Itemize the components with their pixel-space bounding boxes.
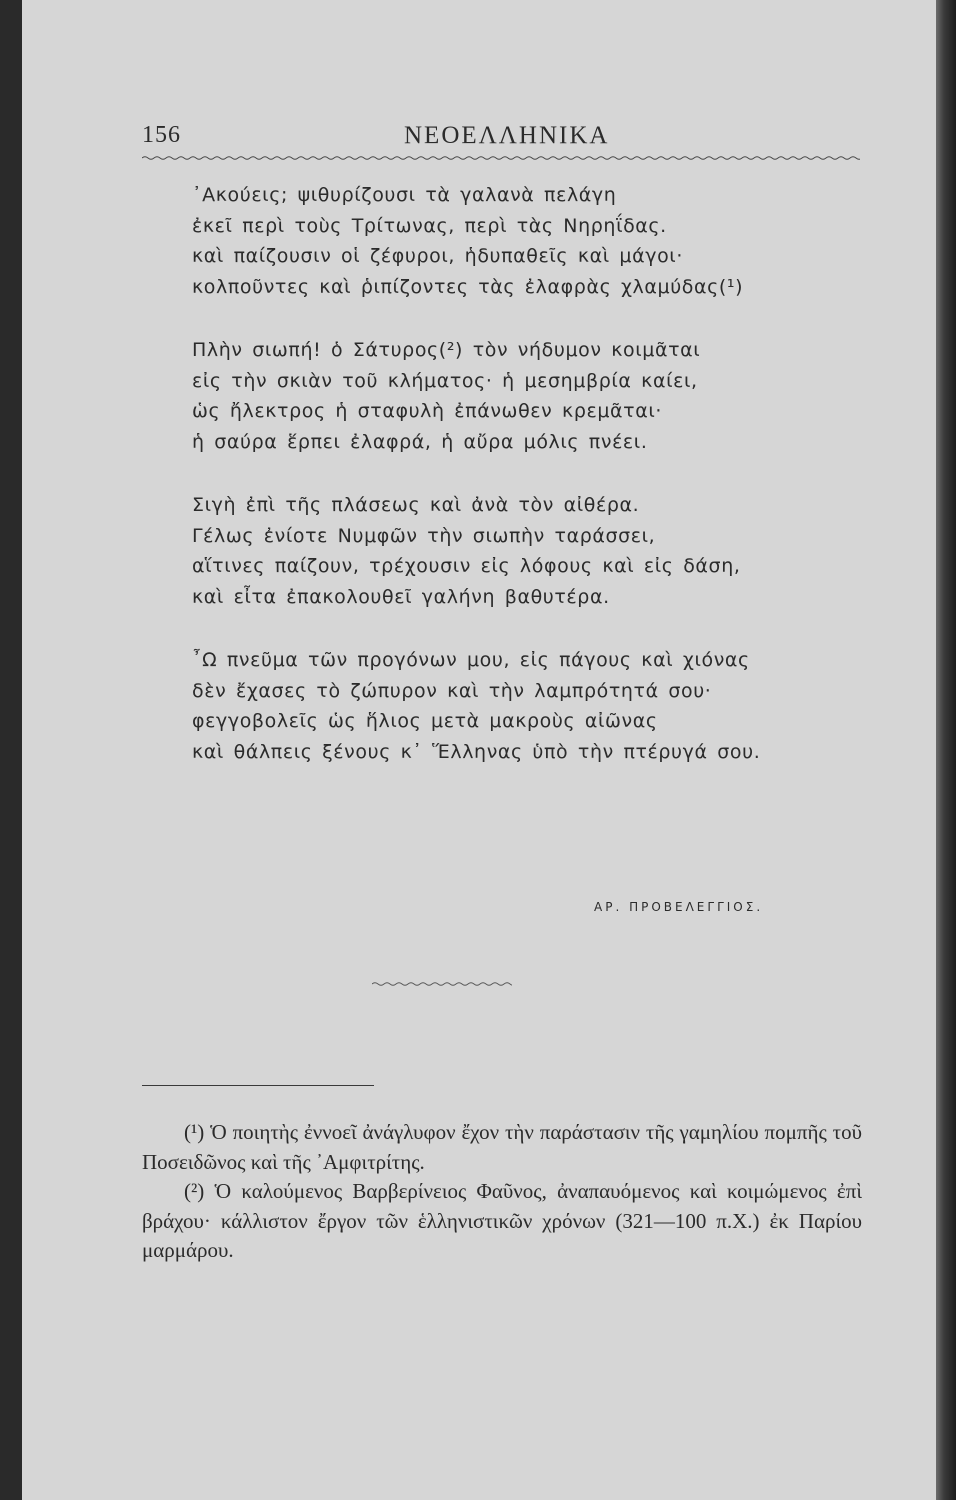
end-wavy-ornament bbox=[372, 980, 512, 988]
poem-line: Πλὴν σιωπή! ὁ Σάτυρος(²) τὸν νήδυμον κοιμᾶται bbox=[192, 339, 701, 361]
poem-line: ῏Ω πνεῦμα τῶν προγόνων μου, εἰς πάγους καὶ χιόνας bbox=[192, 649, 750, 671]
footnote-2: (²) Ὁ καλούμενος Βαρβερίνειος Φαῦνος, ἀναπαυόμενος καὶ κοιμώμενος ἐπὶ βράχου· κάλλιστον ἔργον τῶν ἑλληνιστικῶν χρόνων (321—100 π.Χ.) ἐκ Παρίου μαρμάρου. bbox=[142, 1179, 862, 1262]
poem-line: ὡς ἤλεκτρος ἡ σταφυλὴ ἐπάνωθεν κρεμᾶται· bbox=[192, 400, 662, 422]
poem-line: ᾿Ακούεις; ψιθυρίζουσι τὰ γαλανὰ πελάγη bbox=[192, 184, 617, 206]
book-page bbox=[22, 0, 936, 1500]
footnotes bbox=[142, 1118, 862, 1266]
poem-line: κολποῦντες καὶ ῥιπίζοντες τὰς ἐλαφρὰς χλαμύδας(¹) bbox=[192, 275, 744, 298]
footnote-divider bbox=[142, 1085, 374, 1086]
stanza-1 bbox=[192, 180, 832, 302]
poem-line: Γέλως ἐνίοτε Νυμφῶν τὴν σιωπὴν ταράσσει, bbox=[192, 524, 656, 547]
scan-border-left bbox=[0, 0, 22, 1500]
stanza-2 bbox=[192, 335, 832, 457]
poem-line: ἡ σαύρα ἕρπει ἐλαφρά, ἡ αὔρα μόλις πνέει. bbox=[192, 430, 648, 453]
poem-line: καὶ εἶτα ἐπακολουθεῖ γαλήνη βαθυτέρα. bbox=[192, 585, 610, 608]
running-title: ΝΕΟΕΛΛΗΝΙΚΑ bbox=[404, 122, 610, 149]
poem-line: αἵτινες παίζουν, τρέχουσιν εἰς λόφους καὶ εἰς δάση, bbox=[192, 555, 741, 577]
page-number: 156 bbox=[142, 122, 181, 148]
poem-line: καὶ παίζουσιν οἱ ζέφυροι, ἡδυπαθεῖς καὶ μάγοι· bbox=[192, 245, 683, 267]
header-wavy-rule bbox=[142, 154, 860, 162]
poem-line: εἰς τὴν σκιὰν τοῦ κλήματος· ἡ μεσημβρία καίει, bbox=[192, 369, 698, 392]
footnote-1: (¹) Ὁ ποιητὴς ἐννοεῖ ἀνάγλυφον ἔχον τὴν παράστασιν τῆς γαμηλίου πομπῆς τοῦ Ποσειδῶνος καὶ τῆς ᾿Αμφιτρίτης. bbox=[142, 1120, 862, 1174]
poem-line: καὶ θάλπεις ξένους κ᾿ Ἕλληνας ὑπὸ τὴν πτέρυγά σου. bbox=[192, 740, 761, 763]
poem bbox=[192, 180, 832, 800]
poem-line: ἐκεῖ περὶ τοὺς Τρίτωνας, περὶ τὰς Νηρηΐδας. bbox=[192, 214, 667, 237]
poem-line: φεγγοβολεῖς ὡς ἥλιος μετὰ μακροὺς αἰῶνας bbox=[192, 710, 658, 732]
stanza-3 bbox=[192, 490, 832, 612]
page-header bbox=[142, 118, 862, 158]
poem-line: δὲν ἔχασες τὸ ζώπυρον καὶ τὴν λαμπρότητά σου· bbox=[192, 679, 712, 702]
stanza-4 bbox=[192, 645, 832, 767]
poem-line: Σιγὴ ἐπὶ τῆς πλάσεως καὶ ἀνὰ τὸν αἰθέρα. bbox=[192, 494, 640, 516]
page-edge-shadow bbox=[936, 0, 956, 1500]
author-signature: ΑΡ. ΠΡΟΒΕΛΕΓΓΙΟΣ. bbox=[594, 900, 764, 914]
